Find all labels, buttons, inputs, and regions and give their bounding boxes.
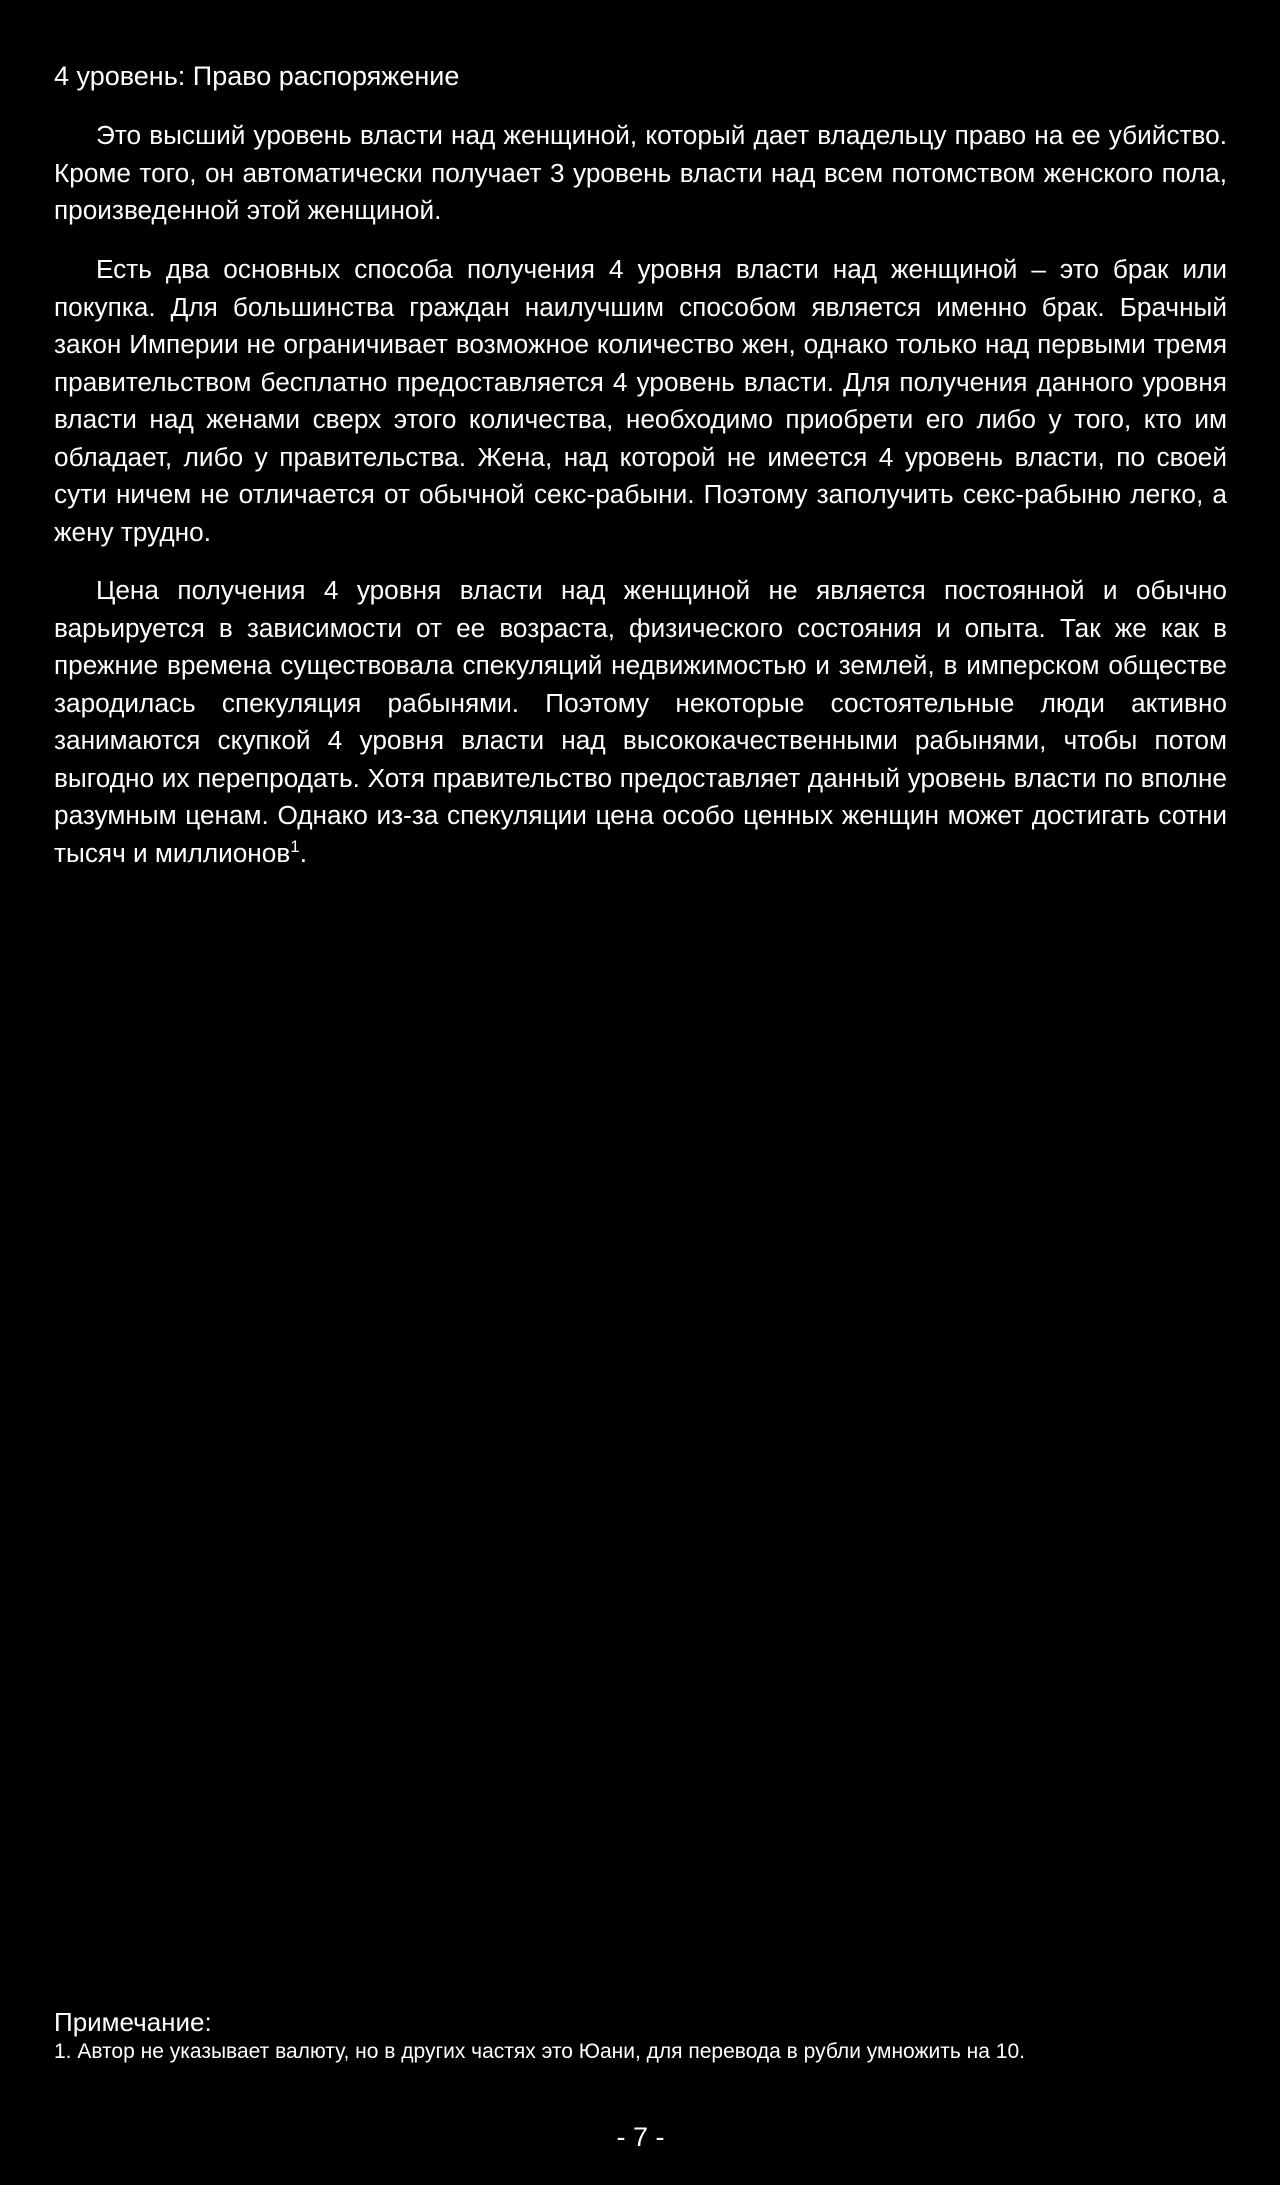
notes-title: Примечание: bbox=[54, 2007, 212, 2037]
paragraph-2: Есть два основных способа получения 4 уровня власти над женщиной – это брак или покупка. Для большинства граждан наилучшим способом является именно брак. Брачный закон Империи не ограничивает возможное количество жен, однако только над первыми тремя правительством бесплатно предоставляется 4 уровень власти. Для получения данного уровня власти над женами сверх этого количества, необходимо приобрети его либо у того, кто им обладает, либо у правительства. Жена, над которой не имеется 4 уровень власти, по своей сути ничем не отличается от обычной секс-рабыни. Поэтому заполучить секс-рабыню легко, а жену трудно. bbox=[54, 254, 1227, 547]
footnote-item: 1. Автор не указывает валюту, но в других частях это Юани, для перевода в рубли умножить на 10. bbox=[54, 2040, 1025, 2063]
paragraph-3 bbox=[54, 572, 1227, 872]
page-number: - 7 - bbox=[616, 2122, 665, 2152]
section-heading: 4 уровень: Право распоряжение bbox=[54, 61, 460, 91]
footnote-reference[interactable]: 1 bbox=[290, 836, 300, 856]
paragraph-1: Это высший уровень власти над женщиной, который дает владельцу право на ее убийство. Кроме того, он автоматически получает 3 уровень власти над всем потомством женского пола, произведенной этой женщиной. bbox=[54, 120, 1227, 225]
paragraph-3-tail: . bbox=[299, 837, 307, 868]
paragraph-3-text: Цена получения 4 уровня власти над женщиной не является постоянной и обычно варьируется в зависимости от ее возраста, физического состояния и опыта. Так же как в прежние времена существовала спекуляций недвижимостью и землей, в имперском обществе зародилась спекуляция рабынями. Поэтому некоторые состоятельные люди активно занимаются скупкой 4 уровня власти над высококачественными рабынями, чтобы потом выгодно их перепродать. Хотя правительство предоставляет данный уровень власти по вполне разумным ценам. Однако из-за спекуляции цена особо ценных женщин может достигать сотни тысяч и миллионов bbox=[54, 575, 1227, 868]
